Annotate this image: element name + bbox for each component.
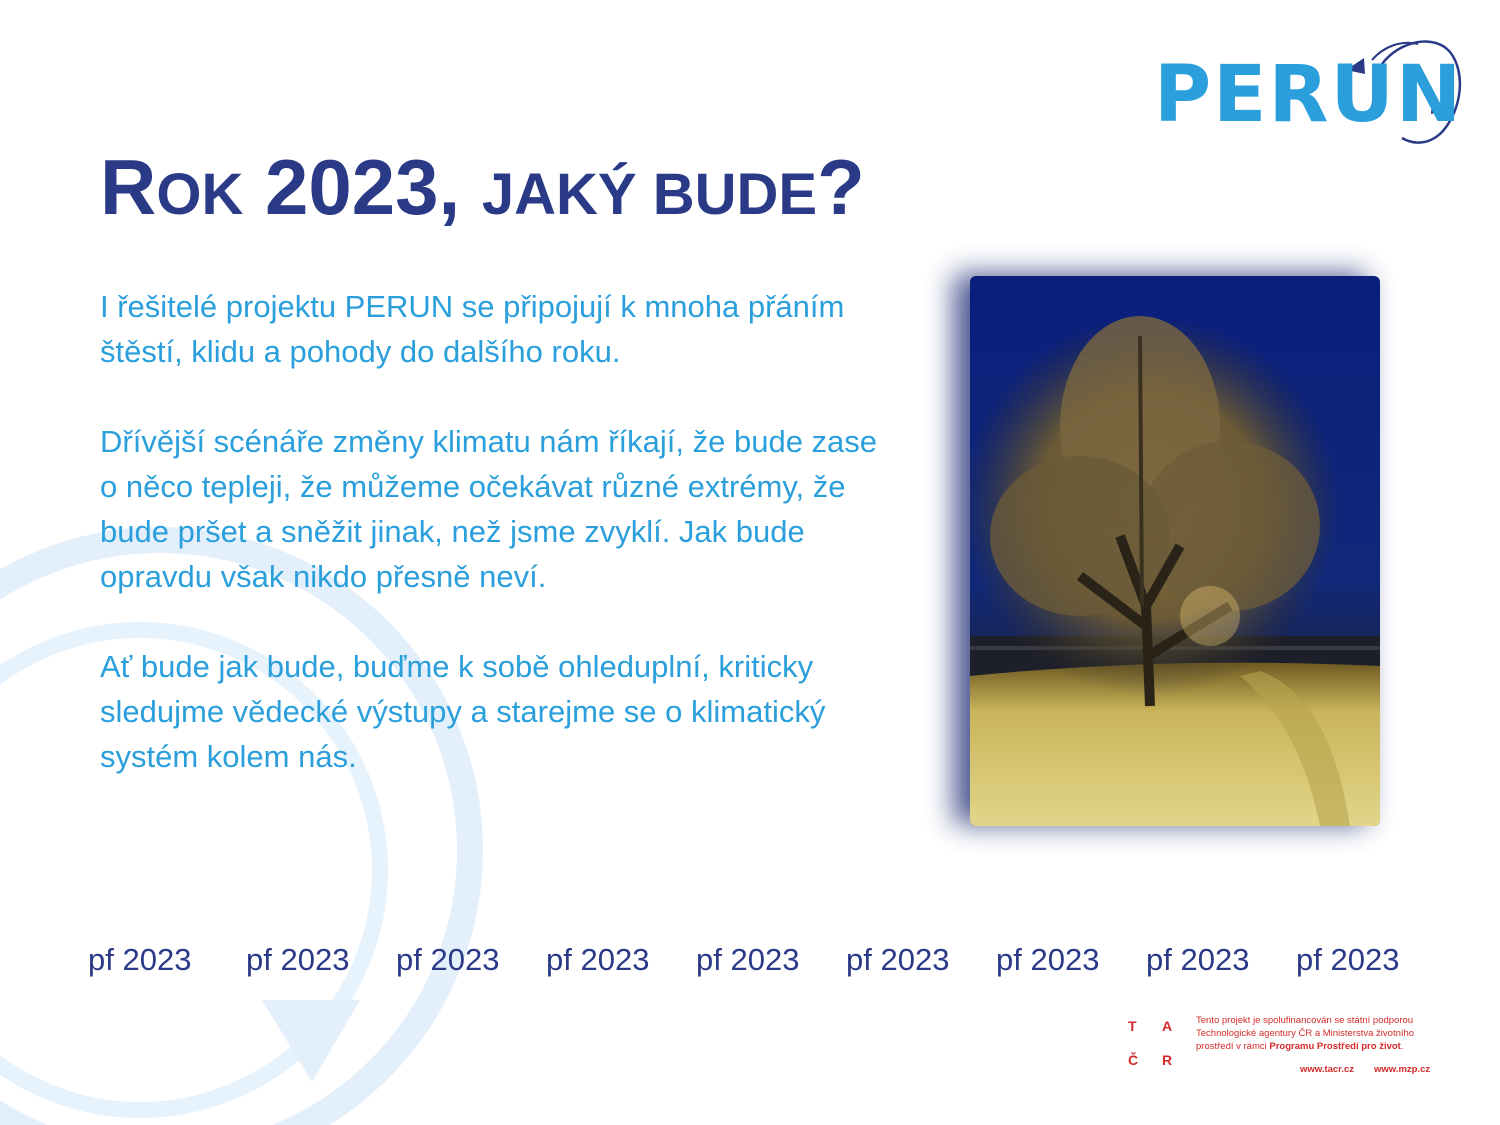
funding-note-end: . [1400,1041,1404,1052]
greeting-text [100,284,880,824]
winter-tree-photo [930,262,1400,840]
title-initial: R [100,143,157,231]
pf-item: pf 2023 [996,942,1100,977]
title-year: 2023, [243,143,482,231]
perun-logo [1150,30,1470,150]
pf-item: pf 2023 [546,942,650,977]
snowy-tree-image [970,276,1380,826]
tacr-letter-c: Č [1128,1052,1139,1068]
logo-wordmark: PERUN [1154,50,1464,140]
funding-note-text: Tento projekt je spolufinancován se státní podporou Technologické agentury ČR a Ministerstva životního prostředí v rámci [1196,1015,1415,1052]
funding-note [1196,1014,1446,1053]
pf-greeting-row [88,938,1428,982]
pf-item: pf 2023 [696,942,800,977]
funding-program-name: Programu Prostředí pro život [1269,1041,1401,1052]
paragraph-greeting: I řešitelé projektu PERUN se připojují k mnoha přáním štěstí, klidu a pohody do dalšího roku. [100,289,845,369]
title-question: JAKÝ BUDE [481,162,818,227]
pf-item: pf 2023 [88,942,192,977]
tacr-letter-r: R [1162,1052,1173,1068]
title-question-mark: ? [817,143,865,231]
tacr-logo [1122,1014,1182,1074]
mzp-website-link[interactable]: www.mzp.cz [1374,1064,1431,1075]
pf-item: pf 2023 [846,942,950,977]
pf-item: pf 2023 [1296,942,1400,977]
pf-item: pf 2023 [396,942,500,977]
pf-item: pf 2023 [246,942,350,977]
tacr-funding-footer [1122,1010,1442,1080]
tacr-website-link[interactable]: www.tacr.cz [1300,1064,1355,1075]
title-word-rest: OK [156,162,244,227]
page-title [100,143,865,231]
tacr-letter-a: A [1162,1018,1173,1034]
paragraph-appeal: Ať bude jak bude, buďme k sobě ohleduplní, kriticky sledujme vědecké výstupy a starejme se o klimatický systém kolem nás. [100,649,826,774]
photo-frame [970,276,1380,826]
pf-item: pf 2023 [1146,942,1250,977]
tacr-letter-t: T [1128,1018,1137,1034]
paragraph-climate-scenarios: Dřívější scénáře změny klimatu nám říkají, že bude zase o něco tepleji, že můžeme očekávat různé extrémy, že bude pršet a sněžit jinak, než jsme zvyklí. Jak bude opravdu však nikdo přesně neví. [100,424,878,594]
